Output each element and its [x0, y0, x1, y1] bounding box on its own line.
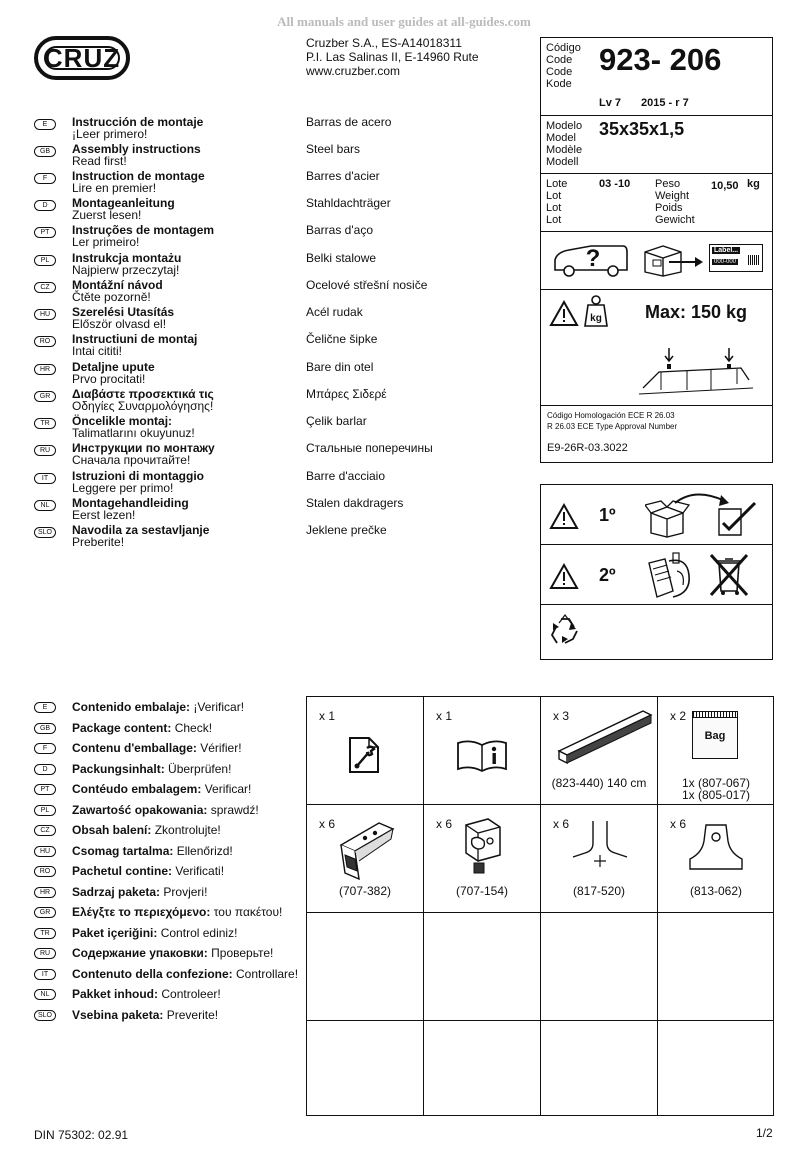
bar-name: Çelik barlar: [306, 414, 367, 428]
language-subtitle: ¡Leer primero!: [72, 127, 148, 141]
language-badge: GB: [34, 146, 56, 157]
part-quantity: x 1: [319, 709, 336, 723]
content-row-it: [34, 967, 304, 988]
content-action: Controllare!: [236, 966, 299, 981]
bar-name: Barres d'acier: [306, 169, 380, 183]
weight-label: Poids: [655, 202, 683, 214]
language-title: Navodila za sestavljanje: [72, 523, 210, 537]
label-tag-text: Label...: [714, 247, 739, 254]
homologation-cell: [541, 406, 772, 462]
language-badge: IT: [34, 473, 56, 484]
max-load-cell: [541, 290, 772, 406]
open-box-read-instructions-icon: [645, 493, 765, 539]
language-title: Istruzioni di montaggio: [72, 469, 204, 483]
bag-seal-icon: [693, 712, 737, 718]
part-cell-tools: [307, 697, 424, 805]
language-title: Instrukcja montażu: [72, 251, 182, 265]
content-row-pl: [34, 803, 304, 824]
lot-value: 03 -10: [599, 178, 631, 190]
part-cell-empty: [307, 1021, 424, 1115]
content-label: Contenuto della confezione:: [72, 966, 233, 981]
lot-label: Lot: [546, 202, 562, 214]
lot-labels: [546, 178, 567, 226]
model-label: Model: [546, 132, 576, 144]
step-number: 2º: [599, 565, 616, 585]
language-badge: RU: [34, 445, 56, 456]
language-title: Öncelikle montaj:: [72, 414, 173, 428]
language-badge: PT: [34, 227, 56, 238]
language-title: Instrucción de montaje: [72, 115, 204, 129]
content-action: sprawdź!: [210, 802, 259, 817]
language-row-gb: [34, 142, 361, 170]
language-badge: E: [34, 119, 56, 130]
cruz-logo: CRUZ: [34, 36, 130, 80]
tool-document-icon: [347, 735, 381, 775]
language-subtitle: Preberite!: [72, 535, 125, 549]
bar-name: Belki stalowe: [306, 251, 377, 265]
content-row-d: [34, 762, 304, 783]
language-row-hr: [34, 360, 374, 388]
model-cell: [541, 116, 772, 174]
content-label: Paket içeriğini:: [72, 925, 158, 940]
language-subtitle: Intai cititi!: [72, 344, 123, 358]
step-second: [541, 545, 772, 605]
part-code: (707-382): [338, 884, 392, 898]
din-standard: DIN 75302: 02.91: [34, 1128, 129, 1142]
language-title: Montagehandleiding: [72, 496, 189, 510]
language-badge: RO: [34, 336, 56, 347]
content-label: Package content:: [72, 720, 172, 735]
warning-icon: [549, 563, 579, 590]
bar-name: Bare din otel: [306, 360, 374, 374]
language-subtitle: Najpierw przeczytaj!: [72, 263, 180, 277]
weight-labels: [655, 178, 695, 226]
language-subtitle: Read first!: [72, 154, 127, 168]
language-badge: HU: [34, 846, 56, 857]
language-badge: GR: [34, 907, 56, 918]
language-row-pl: [34, 251, 377, 279]
language-badge: E: [34, 702, 56, 713]
language-badge: GB: [34, 723, 56, 734]
content-row-gr: [34, 905, 304, 926]
weight-label: Gewicht: [655, 214, 695, 226]
part-quantity: x 3: [553, 709, 570, 723]
foot-support-icon: [335, 815, 397, 883]
language-badge: TR: [34, 418, 56, 429]
part-code: 1x (807-067): [681, 776, 751, 790]
content-row-ru: [34, 946, 304, 967]
language-badge: PL: [34, 255, 56, 266]
bar-name: Stahldachträger: [306, 196, 391, 210]
language-row-d: [34, 196, 391, 224]
language-badge: IT: [34, 969, 56, 980]
crossed-bin-icon: [709, 553, 749, 597]
part-cell-empty: [658, 1021, 774, 1115]
content-label: Sadrzaj paketa:: [72, 884, 161, 899]
company-website[interactable]: www.cruzber.com: [306, 64, 401, 78]
step-first: [541, 485, 772, 545]
model-value: 35x35x1,5: [599, 119, 685, 139]
language-subtitle: Lire en premier!: [72, 181, 157, 195]
language-row-gr: [34, 387, 387, 415]
model-label: Modell: [546, 156, 579, 168]
language-badge: HR: [34, 887, 56, 898]
language-badge: NL: [34, 500, 56, 511]
bar-name: Ocelové střešní nosiče: [306, 278, 428, 292]
label-tag-number: 000-000: [714, 259, 737, 265]
bar-name: Barre d'acciaio: [306, 469, 385, 483]
language-subtitle: Ler primeiro!: [72, 235, 140, 249]
part-cell-empty: [541, 913, 658, 1021]
content-label: Pachetul contine:: [72, 864, 173, 878]
bag-icon: [692, 711, 738, 759]
part-quantity: x 6: [670, 817, 687, 831]
language-badge: TR: [34, 928, 56, 939]
warning-icon: [549, 300, 579, 327]
content-action: Überprüfen!: [168, 761, 232, 776]
part-cell-empty: [424, 913, 541, 1021]
bar-name: Barras d'aço: [306, 223, 373, 237]
language-badge: D: [34, 764, 56, 775]
part-code: (817-520): [572, 884, 626, 898]
model-label: Modelo: [546, 120, 583, 132]
code-label: Code: [546, 54, 573, 66]
fixing-plate-icon: [686, 819, 746, 873]
language-subtitle: Először olvasd el!: [72, 317, 167, 331]
company-info: [306, 36, 479, 78]
language-row-nl: [34, 496, 404, 524]
language-badge: D: [34, 200, 56, 211]
language-subtitle: Leggere per primo!: [72, 481, 174, 495]
content-row-hr: [34, 885, 304, 906]
homologation-text: [547, 410, 677, 432]
svg-text:?: ?: [585, 245, 601, 272]
language-title: Assembly instructions: [72, 142, 201, 156]
language-row-slo: [34, 523, 387, 551]
content-action: Control ediniz!: [160, 925, 238, 940]
bar-name: Стальные поперечины: [306, 441, 433, 455]
content-label: Pakket inhoud:: [72, 987, 159, 1001]
barcode-icon: [748, 255, 760, 265]
language-badge: HU: [34, 309, 56, 320]
product-level: Lv 7: [599, 97, 622, 109]
parts-grid: [306, 696, 774, 1116]
step-number: 1º: [599, 505, 616, 525]
model-label: Modèle: [546, 144, 583, 156]
content-row-f: [34, 741, 304, 762]
language-badge: F: [34, 173, 56, 184]
code-label: Código: [546, 42, 581, 54]
language-badge: RU: [34, 948, 56, 959]
part-quantity: x 2: [670, 709, 687, 723]
manual-info-icon: [456, 739, 508, 773]
weight-label: Peso: [655, 178, 681, 190]
bar-name: Barras de acero: [306, 115, 392, 129]
language-subtitle: Сначала прочитайте!: [72, 453, 191, 467]
language-title: Διαβάστε προσεκτικά τις: [72, 387, 214, 401]
content-action: Verificar!: [204, 782, 252, 796]
content-action: Zkontrolujte!: [154, 823, 221, 837]
bar-name: Μπάρες Σιδερέ: [306, 387, 387, 401]
part-cell-empty: [307, 913, 424, 1021]
box-arrow-icon: [641, 242, 707, 278]
content-row-pt: [34, 782, 304, 803]
rubber-pad-icon: [571, 817, 629, 875]
label-tag-icon: [709, 244, 763, 272]
language-subtitle: Οδηγίες Συναρμολόγησης!: [72, 399, 214, 413]
part-cell-bar: [541, 697, 658, 805]
code-labels: [546, 42, 581, 90]
language-title: Instruções de montagem: [72, 223, 215, 237]
part-code: 1x (805-017): [681, 788, 751, 802]
content-label: Contenido embalaje:: [72, 700, 191, 714]
packaging-waste-icon: [643, 551, 695, 601]
bar-name: Steel bars: [306, 142, 361, 156]
content-row-tr: [34, 926, 304, 947]
content-action: Check!: [174, 720, 213, 735]
code-label: Kode: [546, 78, 572, 90]
max-load: Max: 150 kg: [645, 302, 748, 322]
language-subtitle: Talimatlarını okuyunuz!: [72, 426, 195, 440]
part-code: (813-062): [689, 884, 743, 898]
homologation-line: Código Homologación ECE R 26.03: [547, 411, 675, 420]
language-row-tr: [34, 414, 367, 442]
product-code: 923- 206: [599, 42, 722, 77]
part-cell-manual: [424, 697, 541, 805]
part-quantity: x 6: [436, 817, 453, 831]
lot-label: Lote: [546, 178, 568, 190]
language-badge: CZ: [34, 825, 56, 836]
lot-label: Lot: [546, 190, 562, 202]
bar-name: Jeklene prečke: [306, 523, 387, 537]
language-title: Montážní návod: [72, 278, 163, 292]
lot-label: Lot: [546, 214, 562, 226]
bracket-clamp-icon: [458, 815, 508, 879]
company-name: Cruzber S.A., ES-A14018311: [306, 36, 462, 50]
language-row-hu: [34, 305, 363, 333]
language-row-pt: [34, 223, 373, 251]
code-label: Code: [546, 66, 573, 78]
steps-box: [540, 484, 773, 660]
content-row-e: [34, 700, 304, 721]
part-code: (823-440) 140 cm: [551, 776, 647, 790]
language-subtitle: Zuerst lesen!: [72, 208, 142, 222]
part-cell-empty: [658, 913, 774, 1021]
content-label: Csomag tartalma:: [72, 843, 174, 858]
part-cell-empty: [541, 1021, 658, 1115]
weight-kg-icon: [583, 294, 609, 328]
part-quantity: x 1: [436, 709, 453, 723]
model-labels: [546, 120, 582, 168]
language-row-f: [34, 169, 380, 197]
language-title: Szerelési Utasítás: [72, 305, 175, 319]
language-title: Инструкции по монтажу: [72, 441, 215, 455]
lot-weight-cell: [541, 174, 772, 232]
content-label: Zawartość opakowania:: [72, 802, 208, 817]
part-cell-foot: [307, 805, 424, 913]
content-label: Contenu d'emballage:: [72, 741, 197, 755]
content-row-nl: [34, 987, 304, 1008]
content-action: ¡Verificar!: [193, 700, 245, 714]
bar-name: Acél rudak: [306, 305, 363, 319]
part-quantity: x 6: [319, 817, 336, 831]
part-cell-empty: [424, 1021, 541, 1115]
part-cell-bag: [658, 697, 774, 805]
part-code: (707-154): [455, 884, 509, 898]
bar-name: Stalen dakdragers: [306, 496, 404, 510]
language-badge: PL: [34, 805, 56, 816]
roof-bars-icon: [637, 344, 757, 400]
content-action: Provjeri!: [163, 884, 208, 899]
content-row-slo: [34, 1008, 304, 1029]
product-revision: 2015 - r 7: [641, 97, 689, 109]
watermark: All manuals and user guides at all-guides.com: [277, 14, 531, 29]
language-row-it: [34, 469, 385, 497]
language-title: Montageanleitung: [72, 196, 175, 210]
language-row-ru: [34, 441, 433, 469]
content-row-hu: [34, 844, 304, 865]
vehicle-label-cell: [541, 232, 772, 290]
code-cell: [541, 38, 772, 116]
content-row-gb: [34, 721, 304, 742]
company-address: P.I. Las Salinas II, E-14960 Rute: [306, 50, 479, 64]
language-badge: F: [34, 743, 56, 754]
language-badge: HR: [34, 364, 56, 375]
part-cell-plate: [658, 805, 774, 913]
content-action: Проверьте!: [211, 946, 274, 960]
warning-icon: [549, 503, 579, 530]
content-action: Preverite!: [166, 1007, 219, 1022]
content-action: του πακέτου!: [213, 905, 283, 919]
content-label: Содержание упаковки:: [72, 946, 208, 960]
language-badge: GR: [34, 391, 56, 402]
language-badge: SLO: [34, 1010, 56, 1021]
language-subtitle: Eerst lezen!: [72, 508, 136, 522]
recycle-icon: [547, 613, 583, 649]
content-label: Obsah balení:: [72, 823, 152, 837]
kg-icon-text: kg: [590, 313, 602, 324]
language-badge: NL: [34, 989, 56, 1000]
content-label: Contéudo embalagem:: [72, 782, 202, 796]
content-action: Verificati!: [175, 864, 225, 878]
content-label: Ελέγξτε το περιεχόμενο:: [72, 905, 211, 919]
content-label: Packungsinhalt:: [72, 761, 165, 776]
weight-unit: kg: [747, 178, 760, 190]
language-row-ro: [34, 332, 378, 360]
language-badge: CZ: [34, 282, 56, 293]
content-label: Vsebina paketa:: [72, 1007, 164, 1022]
language-subtitle: Čtěte pozorně!: [72, 290, 151, 304]
language-row-e: [34, 115, 392, 143]
steel-bar-icon: [555, 705, 653, 767]
part-cell-pad: [541, 805, 658, 913]
weight-value: 10,50: [711, 180, 739, 192]
product-info-box: [540, 37, 773, 463]
content-action: Ellenőrizd!: [176, 843, 233, 858]
content-action: Controleer!: [161, 987, 221, 1001]
bag-label: Bag: [704, 730, 726, 742]
language-row-cz: [34, 278, 428, 306]
part-quantity: x 6: [553, 817, 570, 831]
language-title: Instructiuni de montaj: [72, 332, 198, 346]
content-row-cz: [34, 823, 304, 844]
bar-name: Čelične šipke: [306, 332, 378, 346]
language-subtitle: Prvo procitati!: [72, 372, 146, 386]
language-badge: PT: [34, 784, 56, 795]
weight-label: Weight: [655, 190, 690, 202]
homologation-number: E9-26R-03.3022: [547, 442, 628, 454]
language-title: Detaljne upute: [72, 360, 155, 374]
content-action: Vérifier!: [200, 741, 242, 755]
page-number: 1/2: [756, 1126, 773, 1140]
language-badge: SLO: [34, 527, 56, 538]
part-cell-bracket: [424, 805, 541, 913]
homologation-line: R 26.03 ECE Type Approval Number: [547, 422, 678, 431]
language-badge: RO: [34, 866, 56, 877]
content-row-ro: [34, 864, 304, 885]
vehicle-question-icon: [551, 240, 631, 280]
language-title: Instruction de montage: [72, 169, 205, 183]
